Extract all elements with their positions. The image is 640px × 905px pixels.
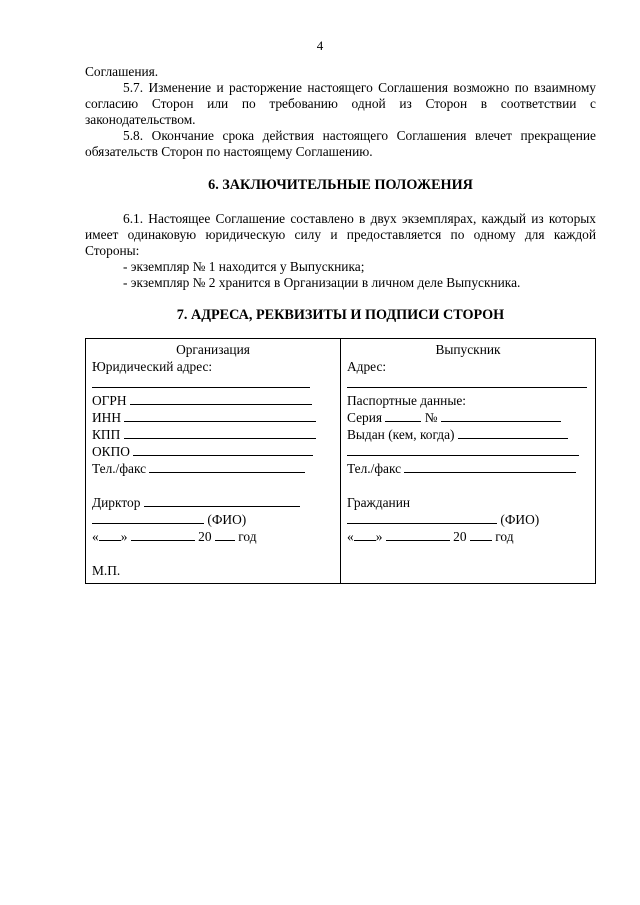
grad-address-label: Адрес:	[347, 359, 387, 374]
grad-address-line[interactable]	[347, 375, 587, 388]
graduate-column	[341, 339, 596, 584]
list-item-copy-2: - экземпляр № 2 хранится в Организации в личном деле Выпускника.	[123, 275, 521, 290]
org-kpp-field[interactable]: КПП	[92, 426, 334, 443]
grad-citizen-label: Гражданин	[347, 495, 411, 510]
grad-date-field[interactable]: « » 20 год	[347, 529, 514, 544]
page-number: 4	[316, 38, 324, 53]
grad-phone-field[interactable]: Тел./факс	[347, 460, 589, 477]
graduate-title: Выпускник	[435, 342, 501, 357]
paragraph-5-7: 5.7. Изменение и расторжение настоящего Соглашения возможно по взаимному согласию Сторон или по требованию одной из Сторон в соответствии с законодательством.	[85, 80, 596, 127]
grad-passport-label: Паспортные данные:	[347, 393, 466, 408]
org-inn-field[interactable]: ИНН	[92, 409, 334, 426]
organization-title: Организация	[176, 342, 250, 357]
document-body	[85, 64, 596, 584]
org-ogrn-field[interactable]: ОГРН	[92, 392, 334, 409]
paragraph-6-1: 6.1. Настоящее Соглашение составлено в двух экземплярах, каждый из которых имеет одинаковую юридическую силу и предоставляется по одному для каждой Стороны:	[85, 211, 596, 258]
paragraph-5-8: 5.8. Окончание срока действия настоящего Соглашения влечет прекращение обязательств Сторон по настоящему Соглашению.	[85, 128, 596, 159]
org-stamp-label: М.П.	[92, 563, 121, 578]
section-6-heading: 6. ЗАКЛЮЧИТЕЛЬНЫЕ ПОЛОЖЕНИЯ	[208, 177, 473, 193]
organization-column	[86, 339, 341, 584]
grad-series-number-field[interactable]: Серия №	[347, 409, 589, 426]
paragraph-fragment: Соглашения.	[85, 64, 159, 79]
org-fio-field[interactable]: (ФИО)	[92, 511, 334, 528]
org-date-field[interactable]: « » 20 год	[92, 529, 257, 544]
grad-issued-field[interactable]: Выдан (кем, когда)	[347, 426, 589, 443]
org-phone-field[interactable]: Тел./факс	[92, 460, 334, 477]
org-address-line[interactable]	[92, 375, 310, 388]
org-legal-address-label: Юридический адрес:	[92, 359, 213, 374]
section-7-heading: 7. АДРЕСА, РЕКВИЗИТЫ И ПОДПИСИ СТОРОН	[176, 307, 505, 323]
org-okpo-field[interactable]: ОКПО	[92, 443, 334, 460]
list-item-copy-1: - экземпляр № 1 находится у Выпускника;	[123, 259, 365, 274]
grad-fio-field[interactable]: (ФИО)	[347, 511, 589, 528]
requisites-table	[85, 338, 596, 584]
org-director-field[interactable]: Дирктор	[92, 494, 334, 511]
grad-issued-line[interactable]	[347, 443, 579, 456]
